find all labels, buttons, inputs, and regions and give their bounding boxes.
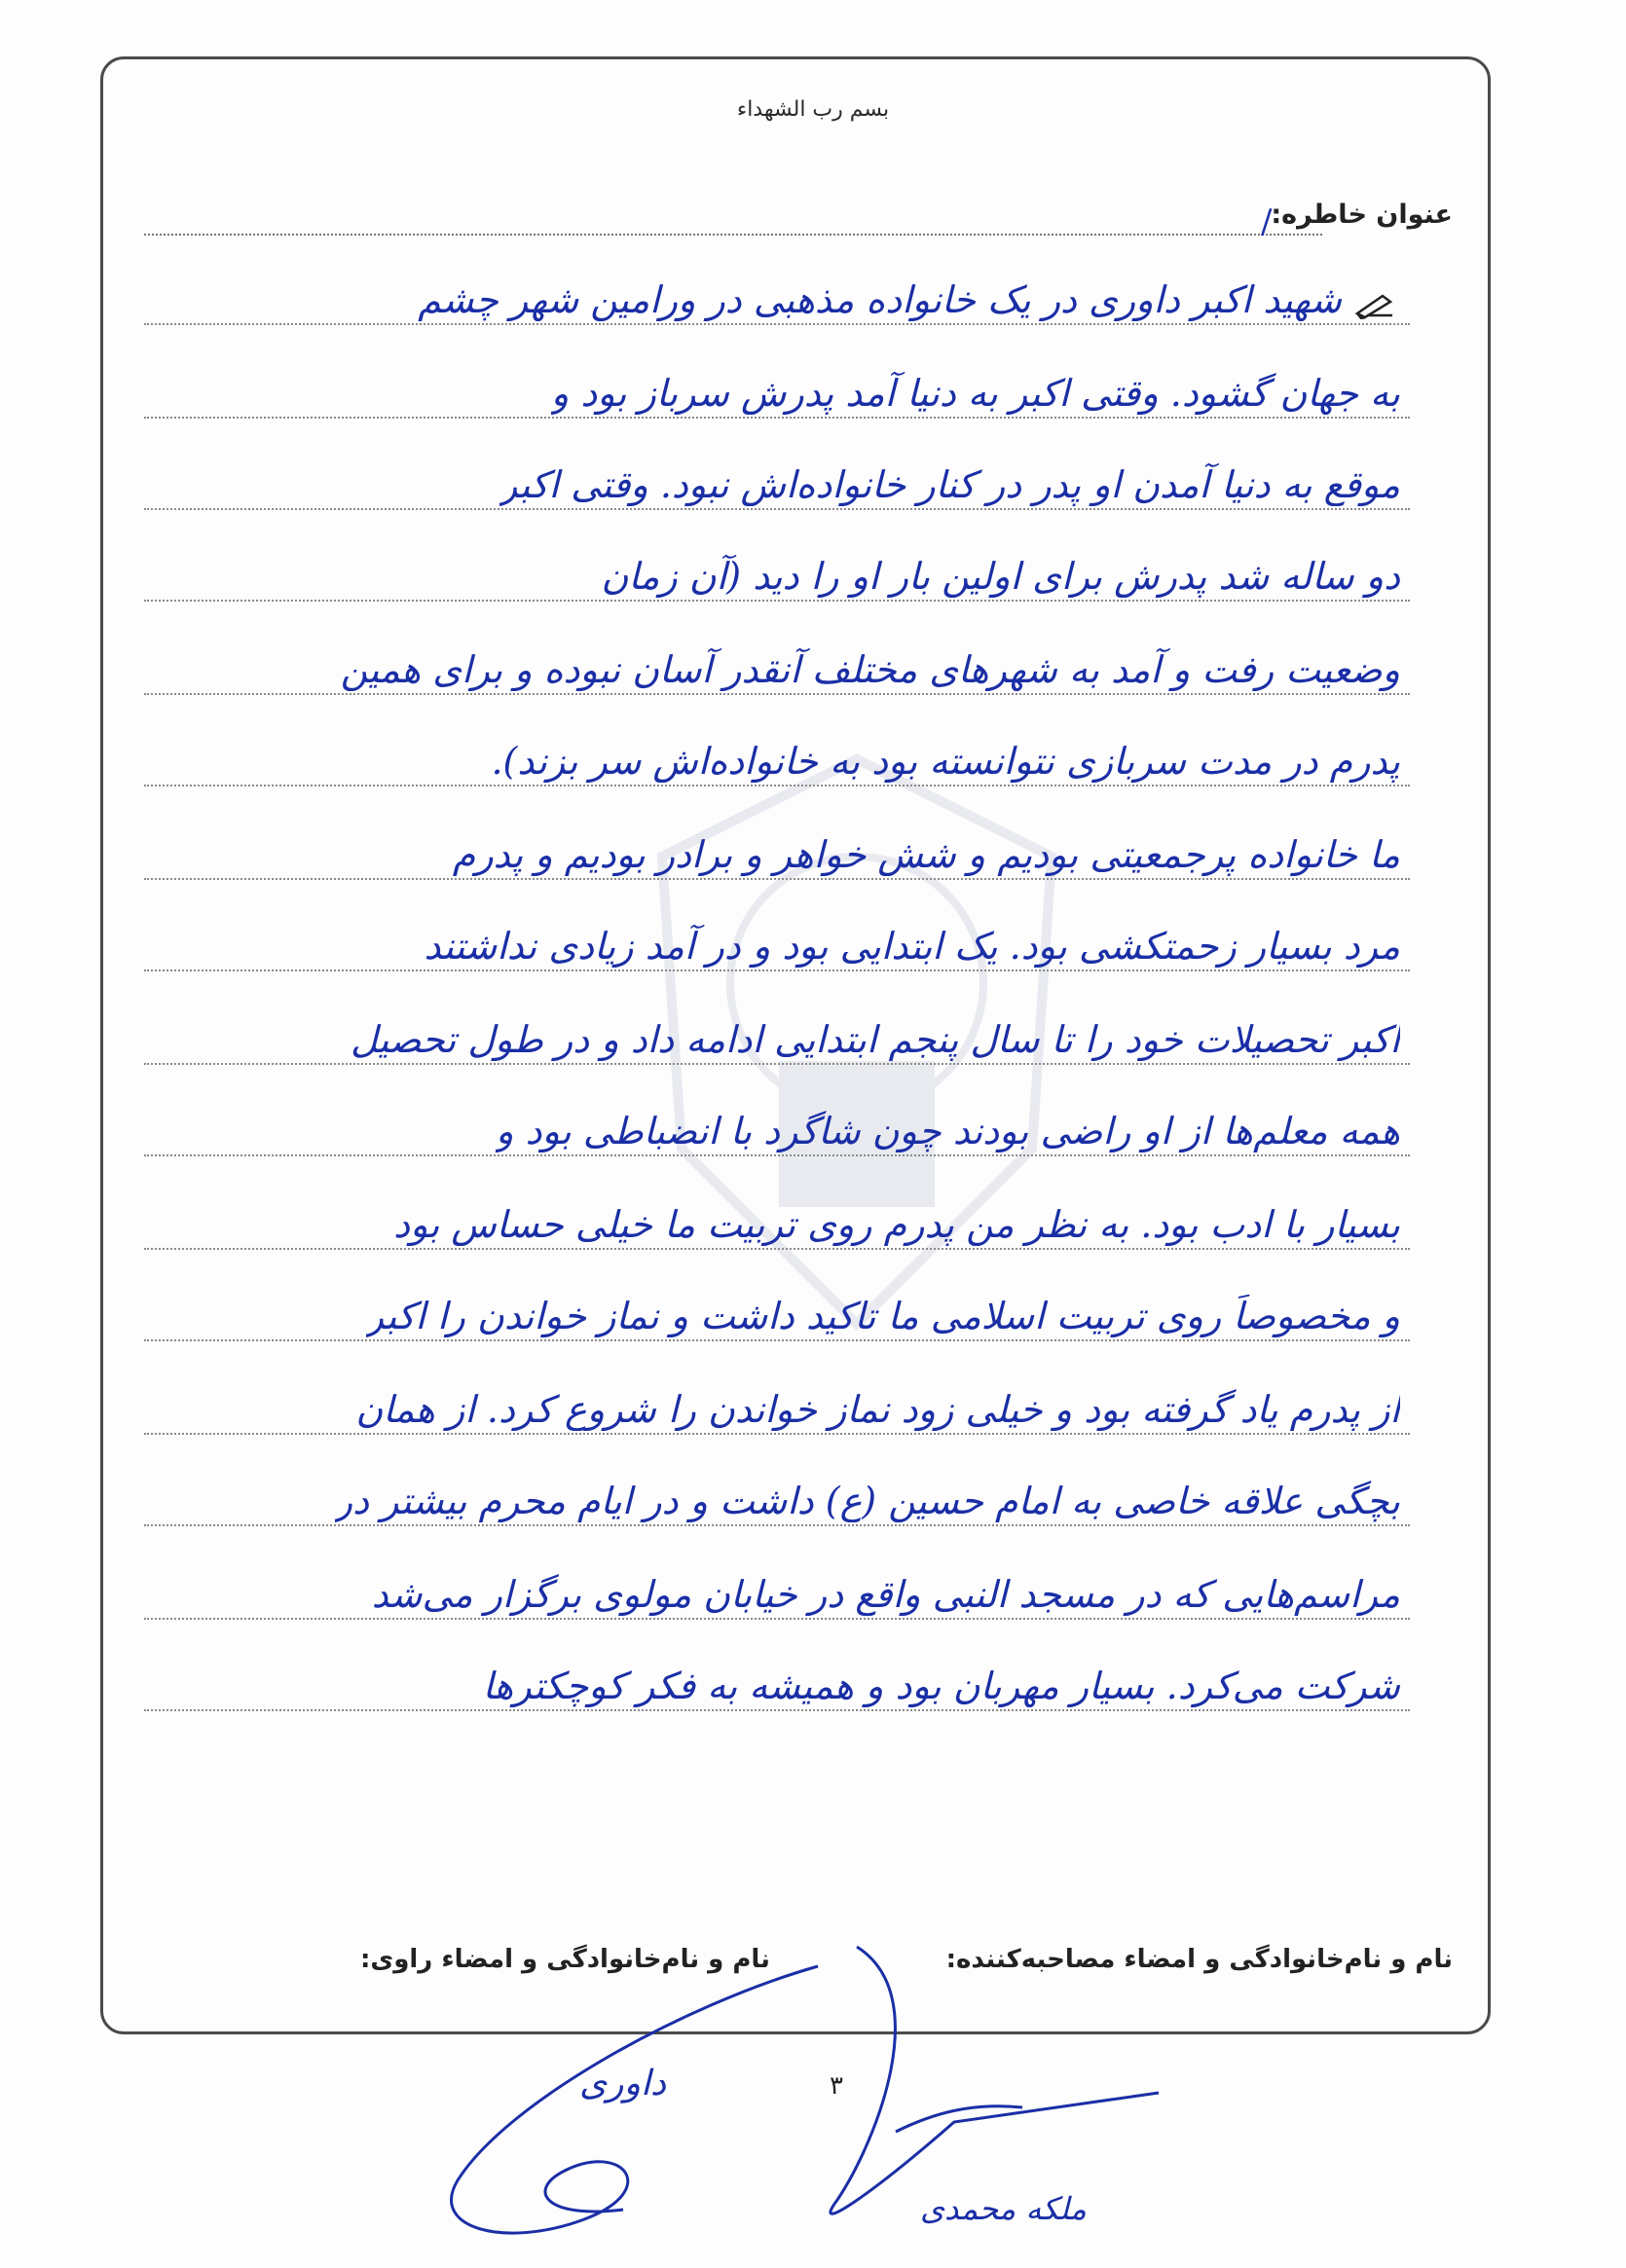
memoir-title-label: عنوان خاطره: bbox=[1271, 200, 1453, 230]
interviewer-signature-name: ملکه محمدی bbox=[920, 2190, 1087, 2227]
memoir-line-text: شهید اکبر داوری در یک خانواده مذهبی در ورامین شهر چشم bbox=[418, 278, 1342, 321]
memoir-line-text: و مخصوصاً روی تربیت اسلامی ما تاکید داشت و نماز خواندن را اکبر bbox=[365, 1295, 1400, 1337]
memoir-line bbox=[144, 611, 1410, 705]
memoir-line bbox=[144, 335, 1410, 428]
memoir-line-text: بچگی علاقه خاصی به امام حسین (ع) داشت و در ایام محرم بیشتر در bbox=[334, 1480, 1400, 1522]
memoir-line-text: وضعیت رفت و آمد به شهرهای مختلف آنقدر آسان نبوده و برای همین bbox=[340, 648, 1400, 691]
memoir-line-text: ما خانواده پرجمعیتی بودیم و شش خواهر و برادر بودیم و پدرم bbox=[452, 833, 1400, 876]
memoir-line-text: دو ساله شد پدرش برای اولین بار او را دید (آن زمان bbox=[601, 555, 1400, 598]
memoir-line-text: مراسم‌هایی که در مسجد النبی واقع در خیابان مولوی برگزار می‌شد bbox=[371, 1573, 1400, 1616]
memoir-line bbox=[144, 1443, 1410, 1536]
memoir-line-text: مرد بسیار زحمتکشی بود. یک ابتدایی بود و در آمد زیادی نداشتند bbox=[424, 925, 1400, 968]
memoir-line-text: از پدرم یاد گرفته بود و خیلی زود نماز خواندن را شروع کرد. از همان bbox=[355, 1388, 1400, 1431]
title-dotted-line bbox=[144, 234, 1322, 236]
memoir-title-value: / bbox=[1261, 202, 1273, 241]
memoir-line-text: به جهان گشود. وقتی اکبر به دنیا آمد پدرش سرباز بود و bbox=[550, 372, 1400, 415]
page-number: ۳ bbox=[830, 2071, 843, 2101]
memoir-line-text: همه معلم‌ها از او راضی بودند چون شاگرد با انضباطی بود و bbox=[496, 1110, 1400, 1152]
memoir-line bbox=[144, 1258, 1410, 1351]
memoir-line-text: پدرم در مدت سربازی نتوانسته بود به خانواده‌اش سر بزند). bbox=[491, 740, 1400, 783]
memoir-line-text: اکبر تحصیلات خود را تا سال پنجم ابتدایی ادامه داد و در طول تحصیل bbox=[350, 1018, 1400, 1061]
memoir-line-text: بسیار با ادب بود. به نظر من پدرم روی تربیت ما خیلی حساس بود bbox=[393, 1203, 1400, 1246]
memoir-line bbox=[144, 1351, 1410, 1445]
memoir-line bbox=[144, 1166, 1410, 1260]
memoir-line-text: موقع به دنیا آمدن او پدر در کنار خانواده‌اش نبود. وقتی اکبر bbox=[499, 463, 1400, 506]
memoir-line-text: شرکت می‌کرد. بسیار مهربان بود و همیشه به فکر کوچکترها bbox=[482, 1664, 1400, 1707]
memoir-line bbox=[144, 426, 1410, 520]
memoir-line bbox=[144, 241, 1410, 335]
memoir-line bbox=[144, 981, 1410, 1075]
header-basmala: بسم رب الشهداء bbox=[736, 97, 890, 122]
memoir-line bbox=[144, 518, 1410, 611]
narrator-signature-name: داوری bbox=[579, 2064, 666, 2103]
memoir-line bbox=[144, 1073, 1410, 1166]
memoir-line bbox=[144, 703, 1410, 796]
interviewer-signature-label: نام و نام‌خانوادگی و امضاء مصاحبه‌کننده: bbox=[945, 1945, 1453, 1974]
memoir-line bbox=[144, 888, 1410, 981]
memoir-line bbox=[144, 1536, 1410, 1629]
narrator-signature-label: نام و نام‌خانوادگی و امضاء راوی: bbox=[360, 1945, 770, 1974]
memoir-line bbox=[144, 796, 1410, 890]
memoir-line bbox=[144, 1628, 1410, 1721]
